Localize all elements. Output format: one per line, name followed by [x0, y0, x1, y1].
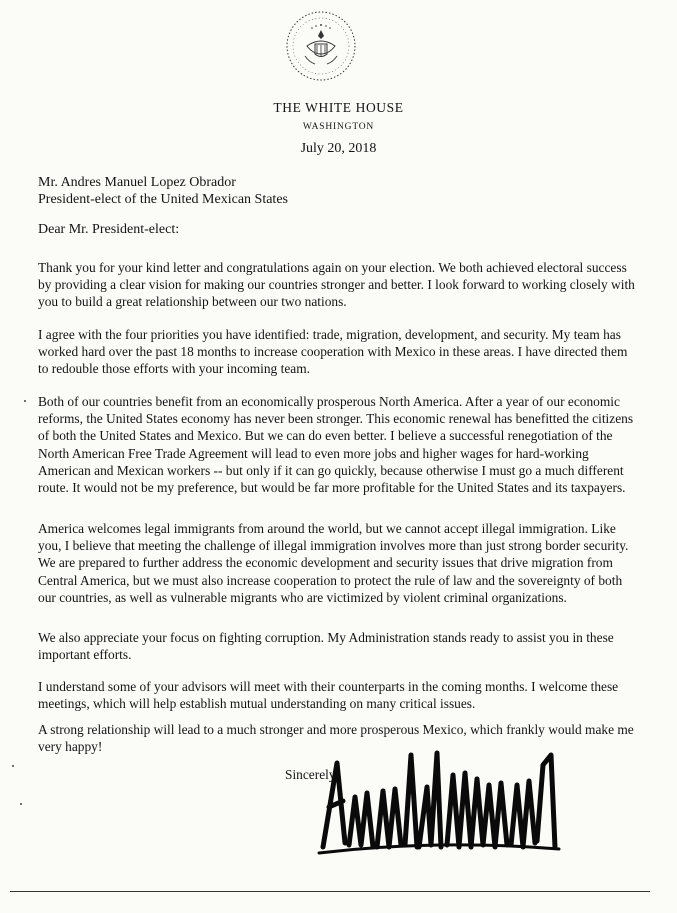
paper-speck: [12, 765, 14, 767]
letterhead-subtitle: WASHINGTON: [302, 122, 375, 132]
paper-speck: [24, 400, 26, 402]
recipient-name: Mr. Andres Manuel Lopez Obrador: [38, 175, 236, 190]
recipient-block: [38, 174, 288, 208]
body-paragraph: America welcomes legal immigrants from around the world, but we cannot accept illegal immigration. Like you, I believe that meeting the challenge of illegal immigration involves more than just strong border security. We are prepared to further address the economic development and security issues that drive migration from Central America, but we must also increase cooperation to protect the rule of law and the sovereignty of both our countries, as well as vulnerable migrants who are victimized by violent criminal organizations.: [38, 521, 629, 605]
recipient-title: President-elect of the United Mexican States: [38, 192, 288, 207]
body-paragraph: We also appreciate your focus on fighting corruption. My Administration stands ready to assist you in these important efforts.: [38, 630, 614, 663]
paper-speck: [20, 803, 22, 805]
body-paragraph: Both of our countries benefit from an economically prosperous North America. After a year of our economic reforms, the United States economy has never been stronger. This economic renewal has benefitted the citizens of both the United States and Mexico. But we can do even better. I believe a successful renegotiation of the North American Free Trade Agreement will lead to even more jobs and higher wages for hard-working American and Mexican workers -- but only if it can go quickly, because otherwise I must go a much different route. It would not be my preference, but would be far more profitable for the United States and its taxpayers.: [38, 394, 634, 496]
body-paragraph: I agree with the four priorities you have identified: trade, migration, development, and security. My team has worked hard over the past 18 months to increase cooperation with Mexico in these areas. I have directed them to redouble those efforts with your incoming team.: [38, 327, 628, 377]
body-paragraph: Thank you for your kind letter and congratulations again on your election. We both achieved electoral success by providing a clear vision for making our countries stronger and better. I look forward to working closely with you to build a great relationship between our two nations.: [38, 260, 635, 310]
body-paragraph: I understand some of your advisors will meet with their counterparts in the coming months. I welcome these meetings, which will help establish mutual understanding on many critical issues.: [38, 679, 619, 712]
bottom-rule: [10, 891, 650, 892]
letterhead-title: THE WHITE HOUSE: [273, 100, 404, 115]
salutation: Dear Mr. President-elect:: [38, 222, 180, 237]
body-paragraph: A strong relationship will lead to a much stronger and more prosperous Mexico, which frankly would make me very happy!: [38, 722, 634, 755]
letter-date: July 20, 2018: [300, 141, 377, 156]
handwritten-signature: [315, 735, 565, 865]
presidential-seal-icon: [283, 8, 359, 84]
closing: Sincerely,: [285, 767, 339, 782]
